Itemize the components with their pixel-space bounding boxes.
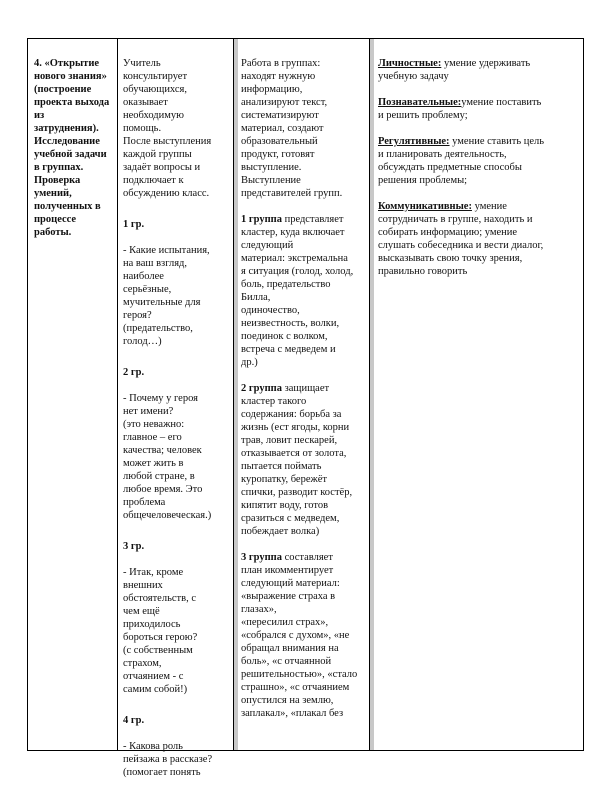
student-intro: Работа в группах: находят нужную информацию, анализируют текст, систематизируют материал, создают образовательный продукт, готовят выступление. Выступление представителей групп.: [241, 58, 343, 199]
stage-column: [34, 44, 116, 252]
cognitive-text: умение поставить и решить проблему;: [378, 97, 542, 121]
stage-title: 4. «Открытие нового знания» (построение проекта выхода из затруднения). Исследование учебной задачи в группах. Проверка умений, полученных в процессе работы.: [34, 58, 110, 238]
group-4-heading: 4 гр.: [123, 715, 145, 726]
column-shading: [370, 39, 374, 750]
group-3-description: составляет план икомментирует следующий материал: «выражение страха в глазах», «пересилил страх», «собрался с духом», «не обращал внимания на боль», «с отчаянной решительностью», «стало страшно», «с отчаянием опустился на землю, заплакал», «плакал без: [241, 552, 358, 719]
regulatory-label: Регулятивные:: [378, 136, 450, 147]
column-divider: [117, 39, 118, 750]
communicative-label: Коммуникативные:: [378, 201, 472, 212]
group-2-label: 2 группа: [241, 383, 282, 394]
personal-label: Личностные:: [378, 58, 442, 69]
group-2-question: - Почему у героя нет имени? (это неважно: главное – его качества; человек может жить в любой стране, в любое время. Это проблема общечеловеческая.): [123, 393, 212, 521]
teacher-activity-column: [123, 44, 233, 792]
group-3-label: 3 группа: [241, 552, 282, 563]
personal-text: умение удерживать учебную задачу: [378, 58, 531, 82]
group-2-heading: 2 гр.: [123, 367, 145, 378]
group-3-heading: 3 гр.: [123, 541, 145, 552]
group-1-heading: 1 гр.: [123, 219, 145, 230]
group-1-description: представляет кластер, куда включает следующий материал: экстремальна я ситуация (голод, холод, боль, предательство Билла, одиночество, неизвестность, волки, поединок с волком, встреча с медведем и др.): [241, 214, 354, 368]
group-3-question: - Итак, кроме внешних обстоятельств, с чем ещё приходилось бороться герою? (с собственным страхом, отчаянием - с самим собой!): [123, 567, 198, 695]
group-4-question: - Какова роль пейзажа в рассказе? (помогает понять: [123, 741, 213, 778]
column-shading: [234, 39, 238, 750]
cognitive-label: Познавательные:: [378, 97, 462, 108]
group-1-question: - Какие испытания, на ваш взгляд, наиболее серьёзные, мучительные для героя? (предательство, голод…): [123, 245, 210, 347]
group-1-label: 1 группа: [241, 214, 282, 225]
lesson-table: [27, 38, 584, 778]
learning-skills-column: [378, 44, 580, 291]
teacher-intro: Учитель консультирует обучающихся, оказывает необходимую помощь. После выступления каждой группы задаёт вопросы и подключает к обсуждению класс.: [123, 58, 212, 199]
regulatory-text: умение ставить цель и планировать деятельность, обсуждать предметные способы решения проблемы;: [378, 136, 545, 186]
group-2-description: защищает кластер такого содержания: борьба за жизнь (ест ягоды, корни трав, ловит пескарей, отказывается от золота, пытается поймать куропатку, бережёт спички, разводит костёр, кипятит воду, готов сразиться с медведем, побеждает волка): [241, 383, 353, 537]
student-activity-column: [241, 44, 369, 733]
communicative-text: умение сотрудничать в группе, находить и собирать информацию; умение слушать собеседника и вести диалог, высказывать свою точку зрения, правильно говорить: [378, 201, 544, 277]
